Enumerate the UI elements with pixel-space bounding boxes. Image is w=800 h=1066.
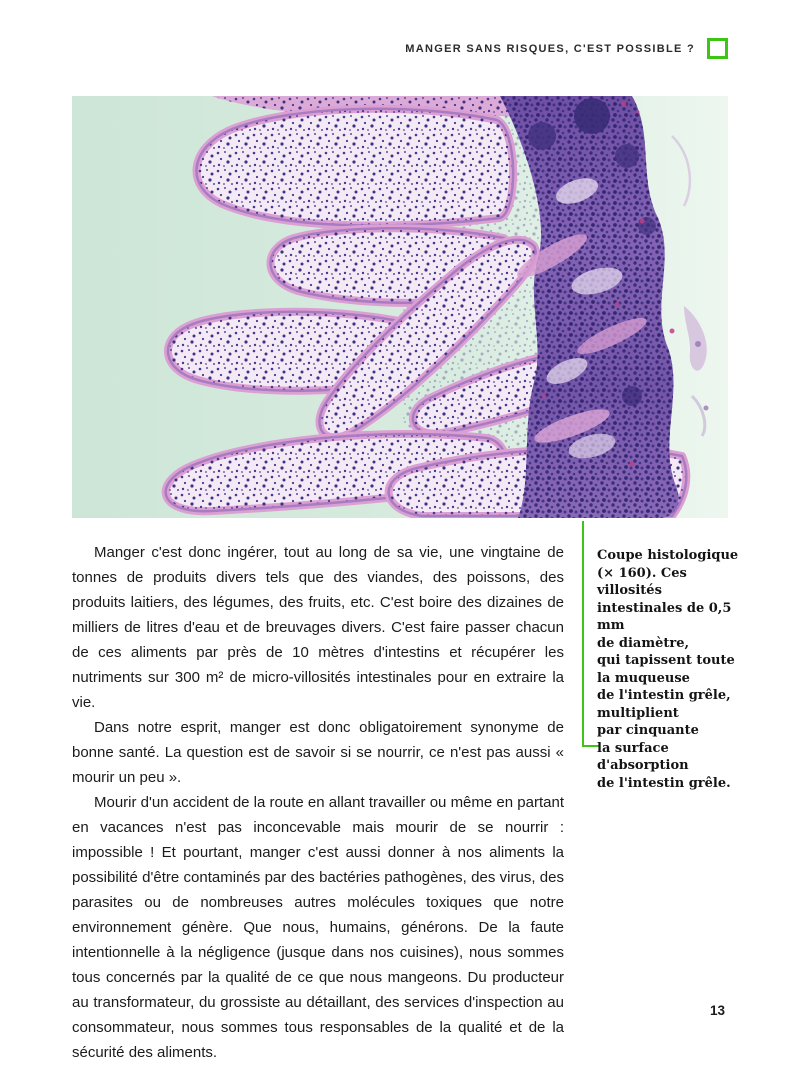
caption-line: Coupe histologique [597,548,739,563]
caption-line: de l'intestin grêle, [597,688,731,703]
caption-line: multiplient [597,705,679,721]
caption-line: intestinales de 0,5 mm [597,600,732,633]
histology-figure [72,96,728,518]
caption-line: qui tapissent toute [597,653,735,668]
body-paragraph: Dans notre esprit, manger est donc obligatoirement synonyme de bonne santé. La question est de savoir si se nourrir, ce n'est pas aussi « mourir un peu ». [72,719,564,786]
caption-line: (× 160). Ces villosités [597,565,687,598]
running-header [405,38,728,59]
caption-line: par cinquante [597,723,699,738]
body-paragraph: Manger c'est donc ingérer, tout au long de sa vie, une vingtaine de tonnes de produits divers tels que des viandes, des poissons, des produits laitiers, des légumes, des fruits, etc. C'est boire des dizaines de milliers de litres d'eau et de breuvages divers. C'est faire passer chacun de ces aliments par près de 10 mètres d'intestins et récupérer les nutriments sur 300 m² de micro-villosités intestinales pour en extraire la vie. [72,544,564,711]
caption-line: la surface d'absorption [597,740,689,773]
caption-line: la muqueuse [597,670,690,686]
body-text [72,540,564,1065]
caption-line: de diamètre, [597,635,690,651]
figure-caption [597,547,739,792]
chapter-marker-square [707,38,728,59]
running-header-title: MANGER SANS RISQUES, C'EST POSSIBLE ? [405,42,695,55]
body-paragraph: Mourir d'un accident de la route en allant travailler ou même en partant en vacances n'est pas inconcevable mais mourir de se nourrir : impossible ! Et pourtant, manger c'est aussi donner à nos aliments la possibilité d'être contaminés par des bactéries pathogènes, des virus, des parasites ou de nombreuses autres molécules toxiques que notre environnement génère. Que nous, humains, générons. De la faute intentionnelle à la négligence (jusque dans nos cuisines), nous sommes tous concernés par la qualité de ce que nous mangeons. Du producteur au transformateur, du grossiste au détaillant, des services d'inspection au consommateur, nous sommes tous responsables de la qualité et de la sécurité des aliments. [72,794,564,1061]
histology-image [72,96,728,518]
page-number: 13 [709,1003,725,1018]
caption-line: de l'intestin grêle. [597,775,731,791]
